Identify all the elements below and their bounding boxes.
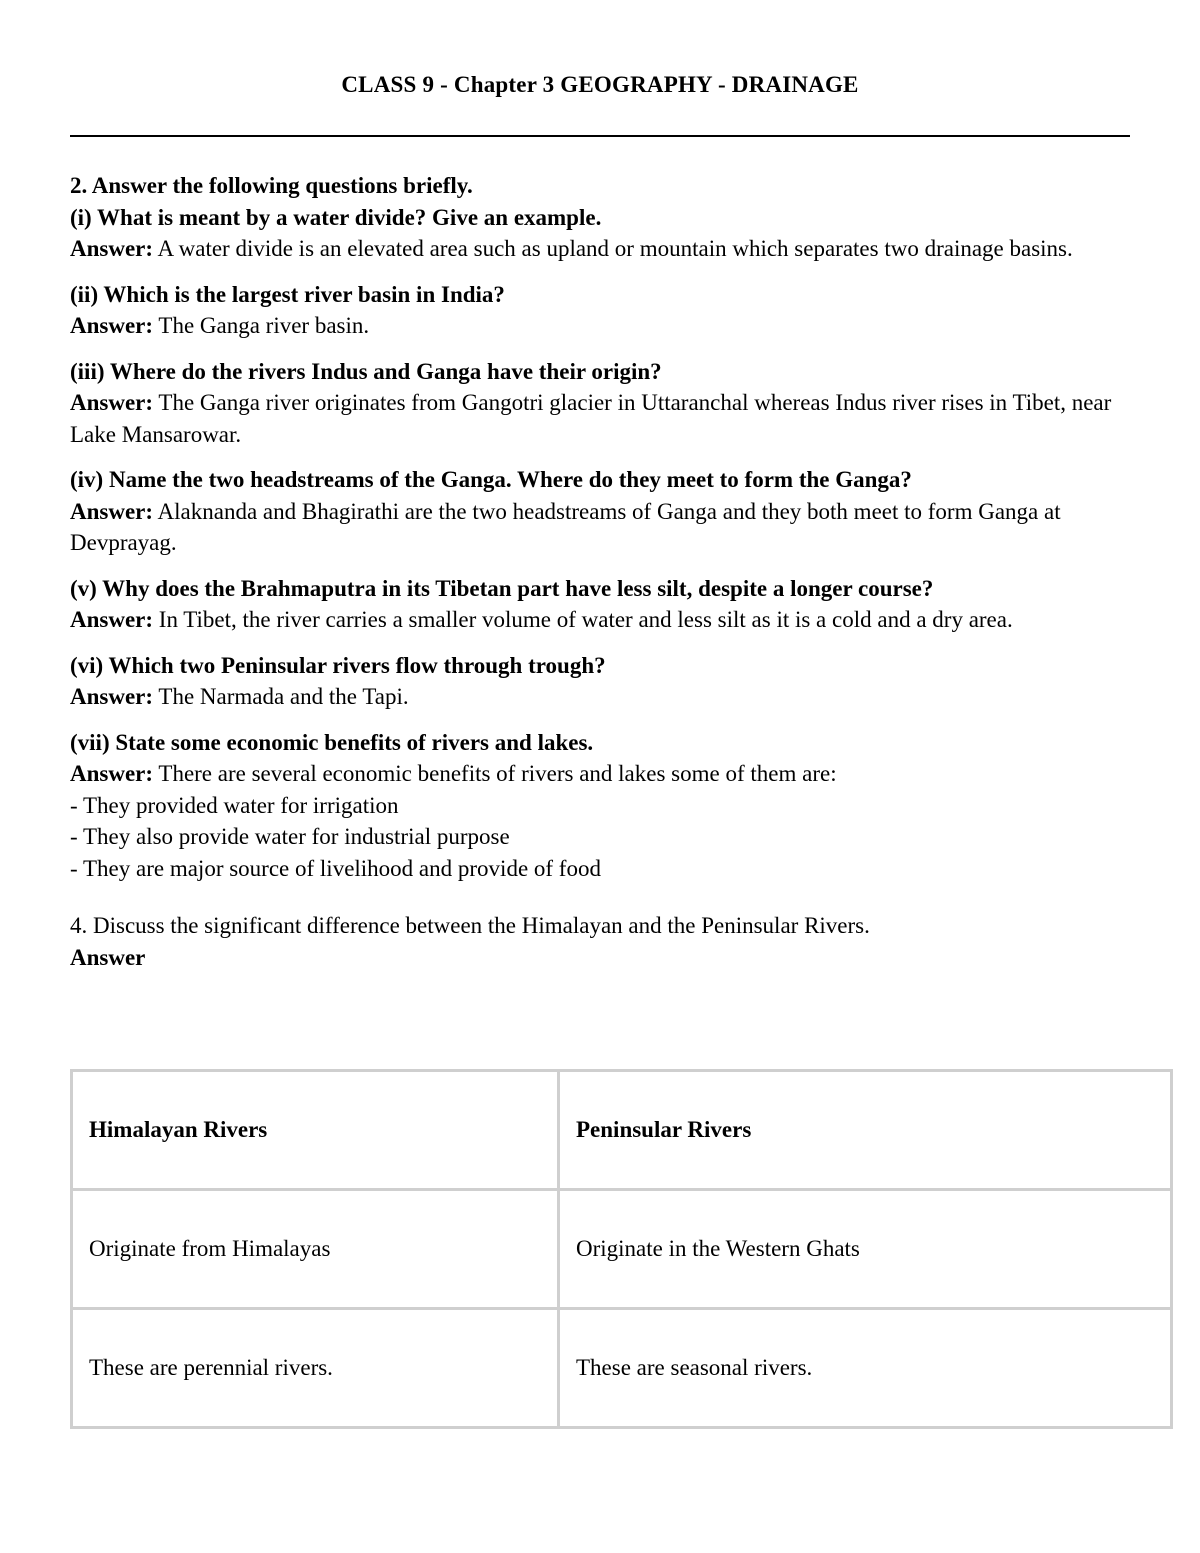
table-header-cell: Himalayan Rivers [72, 1071, 559, 1190]
section-2-heading: 2. Answer the following questions briefly. [70, 173, 473, 198]
page-title: CLASS 9 - Chapter 3 GEOGRAPHY - DRAINAGE [341, 72, 859, 97]
table-cell: These are seasonal rivers. [559, 1309, 1172, 1428]
table-row [72, 1190, 1172, 1309]
answer-text: The Ganga river basin. [158, 313, 370, 338]
table-row [72, 1309, 1172, 1428]
question-text: (iv) Name the two headstreams of the Ganga. Where do they meet to form the Ganga? [70, 467, 912, 492]
question-text: (iii) Where do the rivers Indus and Ganga have their origin? [70, 358, 662, 384]
answer-label: Answer: [70, 236, 154, 261]
qa-item-3 [70, 356, 1150, 451]
answer-text: There are several economic benefits of rivers and lakes some of them are: [158, 761, 837, 786]
table-cell: Originate in the Western Ghats [559, 1190, 1172, 1309]
answer-label: Answer: [70, 607, 154, 632]
question-text: (ii) Which is the largest river basin in India? [70, 281, 505, 307]
answer-label: Answer: [70, 313, 154, 338]
question-text: (v) Why does the Brahmaputra in its Tibetan part have less silt, despite a longer course? [70, 575, 934, 601]
qa-item-7 [70, 727, 1150, 885]
bullet-item: - They provided water for irrigation [70, 792, 399, 818]
bullet-item: - They are major source of livelihood and provide of food [70, 855, 601, 881]
qa-item-1 [70, 202, 1150, 265]
section-4-answer-label: Answer [70, 944, 146, 970]
answer-text: A water divide is an elevated area such as upland or mountain which separates two drainage basins. [157, 236, 1073, 261]
answer-label: Answer: [70, 498, 154, 524]
question-text: (vi) Which two Peninsular rivers flow through trough? [70, 652, 606, 678]
qa-item-6 [70, 650, 1150, 713]
table-header-row [72, 1071, 1172, 1190]
answer-text: The Ganga river originates from Gangotri glacier in Uttaranchal whereas Indus river rises in Tibet, near Lake Mansarowar. [70, 390, 1112, 447]
answer-text: Alaknanda and Bhagirathi are the two headstreams of Ganga and they both meet to form Ganga at Devprayag. [70, 498, 1061, 555]
qa-item-4 [70, 464, 1150, 559]
answer-paragraph [70, 604, 1150, 636]
qa-item-2 [70, 279, 1150, 342]
answer-paragraph [70, 387, 1150, 450]
answer-label: Answer: [70, 761, 154, 786]
answer-paragraph [70, 233, 1150, 265]
answer-text: The Narmada and the Tapi. [158, 684, 409, 709]
question-text: (vii) State some economic benefits of rivers and lakes. [70, 729, 594, 755]
table-header-cell: Peninsular Rivers [559, 1071, 1172, 1190]
section-4-question: 4. Discuss the significant difference between the Himalayan and the Peninsular Rivers. [70, 913, 870, 938]
answer-paragraph [70, 310, 1150, 342]
table-cell: Originate from Himalayas [72, 1190, 559, 1309]
answer-text: In Tibet, the river carries a smaller volume of water and less silt as it is a cold and a dry area. [158, 607, 1013, 632]
answer-label: Answer: [70, 684, 154, 709]
qa-item-5 [70, 573, 1150, 636]
title-divider [70, 135, 1130, 137]
bullet-item: - They also provide water for industrial purpose [70, 824, 510, 849]
document-body [70, 170, 1150, 973]
table-cell: These are perennial rivers. [72, 1309, 559, 1428]
comparison-table-wrapper [70, 1069, 1173, 1429]
rivers-comparison-table [70, 1069, 1173, 1429]
answer-paragraph [70, 681, 1150, 713]
answer-label: Answer: [70, 390, 154, 415]
answer-paragraph [70, 496, 1150, 559]
question-text: (i) What is meant by a water divide? Give an example. [70, 204, 602, 230]
answer-paragraph [70, 758, 1150, 790]
